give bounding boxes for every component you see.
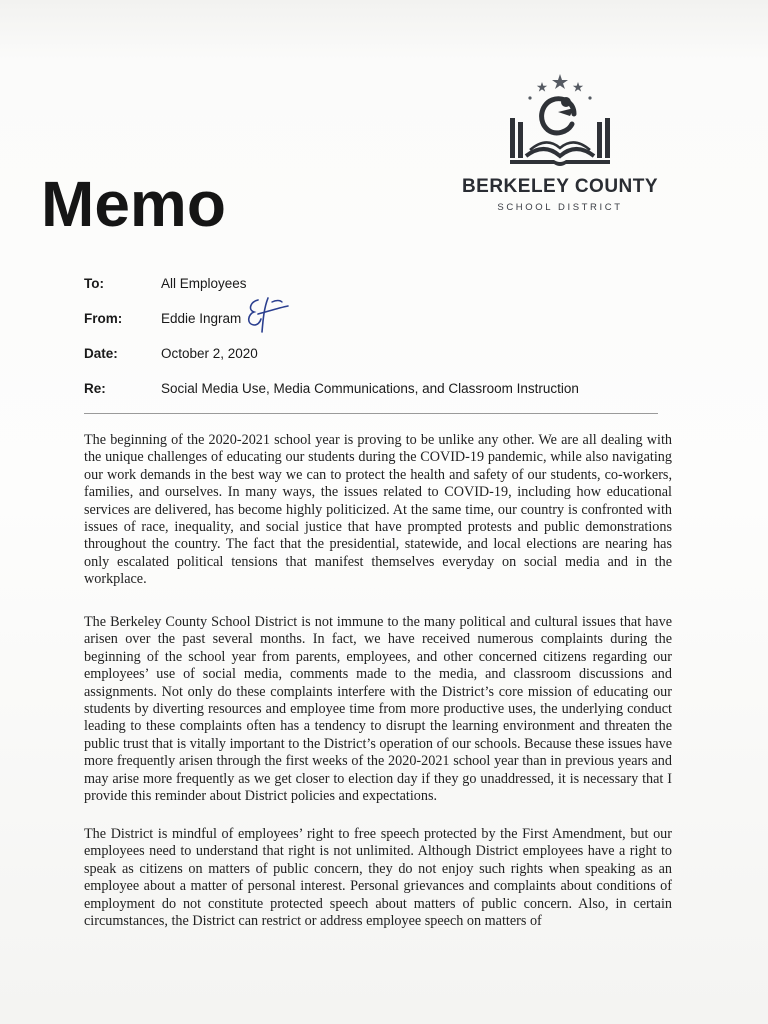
re-label: Re: [84,381,106,396]
body-paragraph: The District is mindful of employees’ right to free speech protected by the First Amendment, but our employees need to understand that right is not unlimited. Although District employees have a right to speak as citizens on matters of public concern, they do not enjoy such rights when speaking as an employee about a matter of personal interest. Personal grievances and complaints about conditions of employment do not constitute protected speech about matters of public concern. Also, in certain circumstances, the District can restrict or address employee speech on matters of [84,826,672,930]
body-paragraph: The Berkeley County School District is not immune to the many political and cultural issues that have arisen over the past several months. In fact, we have received numerous complaints during the beginning of the school year from parents, employees, and other concerned citizens regarding our employees’ use of social media, comments made to the media, and classroom discussions and assignments. Not only do these complaints interfere with the District’s core mission of educating our students by diverting resources and employee time from more productive uses, the underlying conduct leading to these complaints often has a tendency to disrupt the learning environment and threaten the public trust that is vitally important to the District’s operation of our schools. Because these issues have more frequently arisen through the first weeks of the 2020-2021 school year than in previous years and may arise more frequently as we get closer to election day if they go unaddressed, it is necessary that I provide this reminder about District policies and expectations. [84,614,672,805]
logo-district-name: BERKELEY COUNTY [461,176,659,197]
date-label: Date: [84,346,118,361]
header-divider [84,413,658,414]
date-value: October 2, 2020 [161,346,258,361]
body-paragraph: The beginning of the 2020-2021 school year is proving to be unlike any other. We are all dealing with the unique challenges of educating our students during the COVID-19 pandemic, while also navigating our work demands in the best way we can to protect the health and safety of our students, co-workers, families, and ourselves. In many ways, the issues related to COVID-19, including how educational services are delivered, has become highly politicized. At the same time, our country is confronted with issues of race, inequality, and social justice that have prompted protests and public demonstrations throughout the country. The fact that the presidential, statewide, and local elections are nearing has only escalated political tensions that manifest themselves everyday on social media and in the workplace. [84,432,672,588]
handwritten-initials-icon [244,294,290,334]
memo-title: Memo [41,168,226,240]
re-value: Social Media Use, Media Communications, and Classroom Instruction [161,381,579,396]
from-value: Eddie Ingram [161,311,242,326]
to-label: To: [84,276,104,291]
district-logo [450,72,670,222]
school-district-book-emblem-icon [504,72,616,174]
to-value: All Employees [161,276,247,291]
stars-icon [528,74,591,100]
logo-district-subtitle: SCHOOL DISTRICT [497,202,623,213]
signature-initials [244,294,290,334]
from-label: From: [84,311,123,326]
